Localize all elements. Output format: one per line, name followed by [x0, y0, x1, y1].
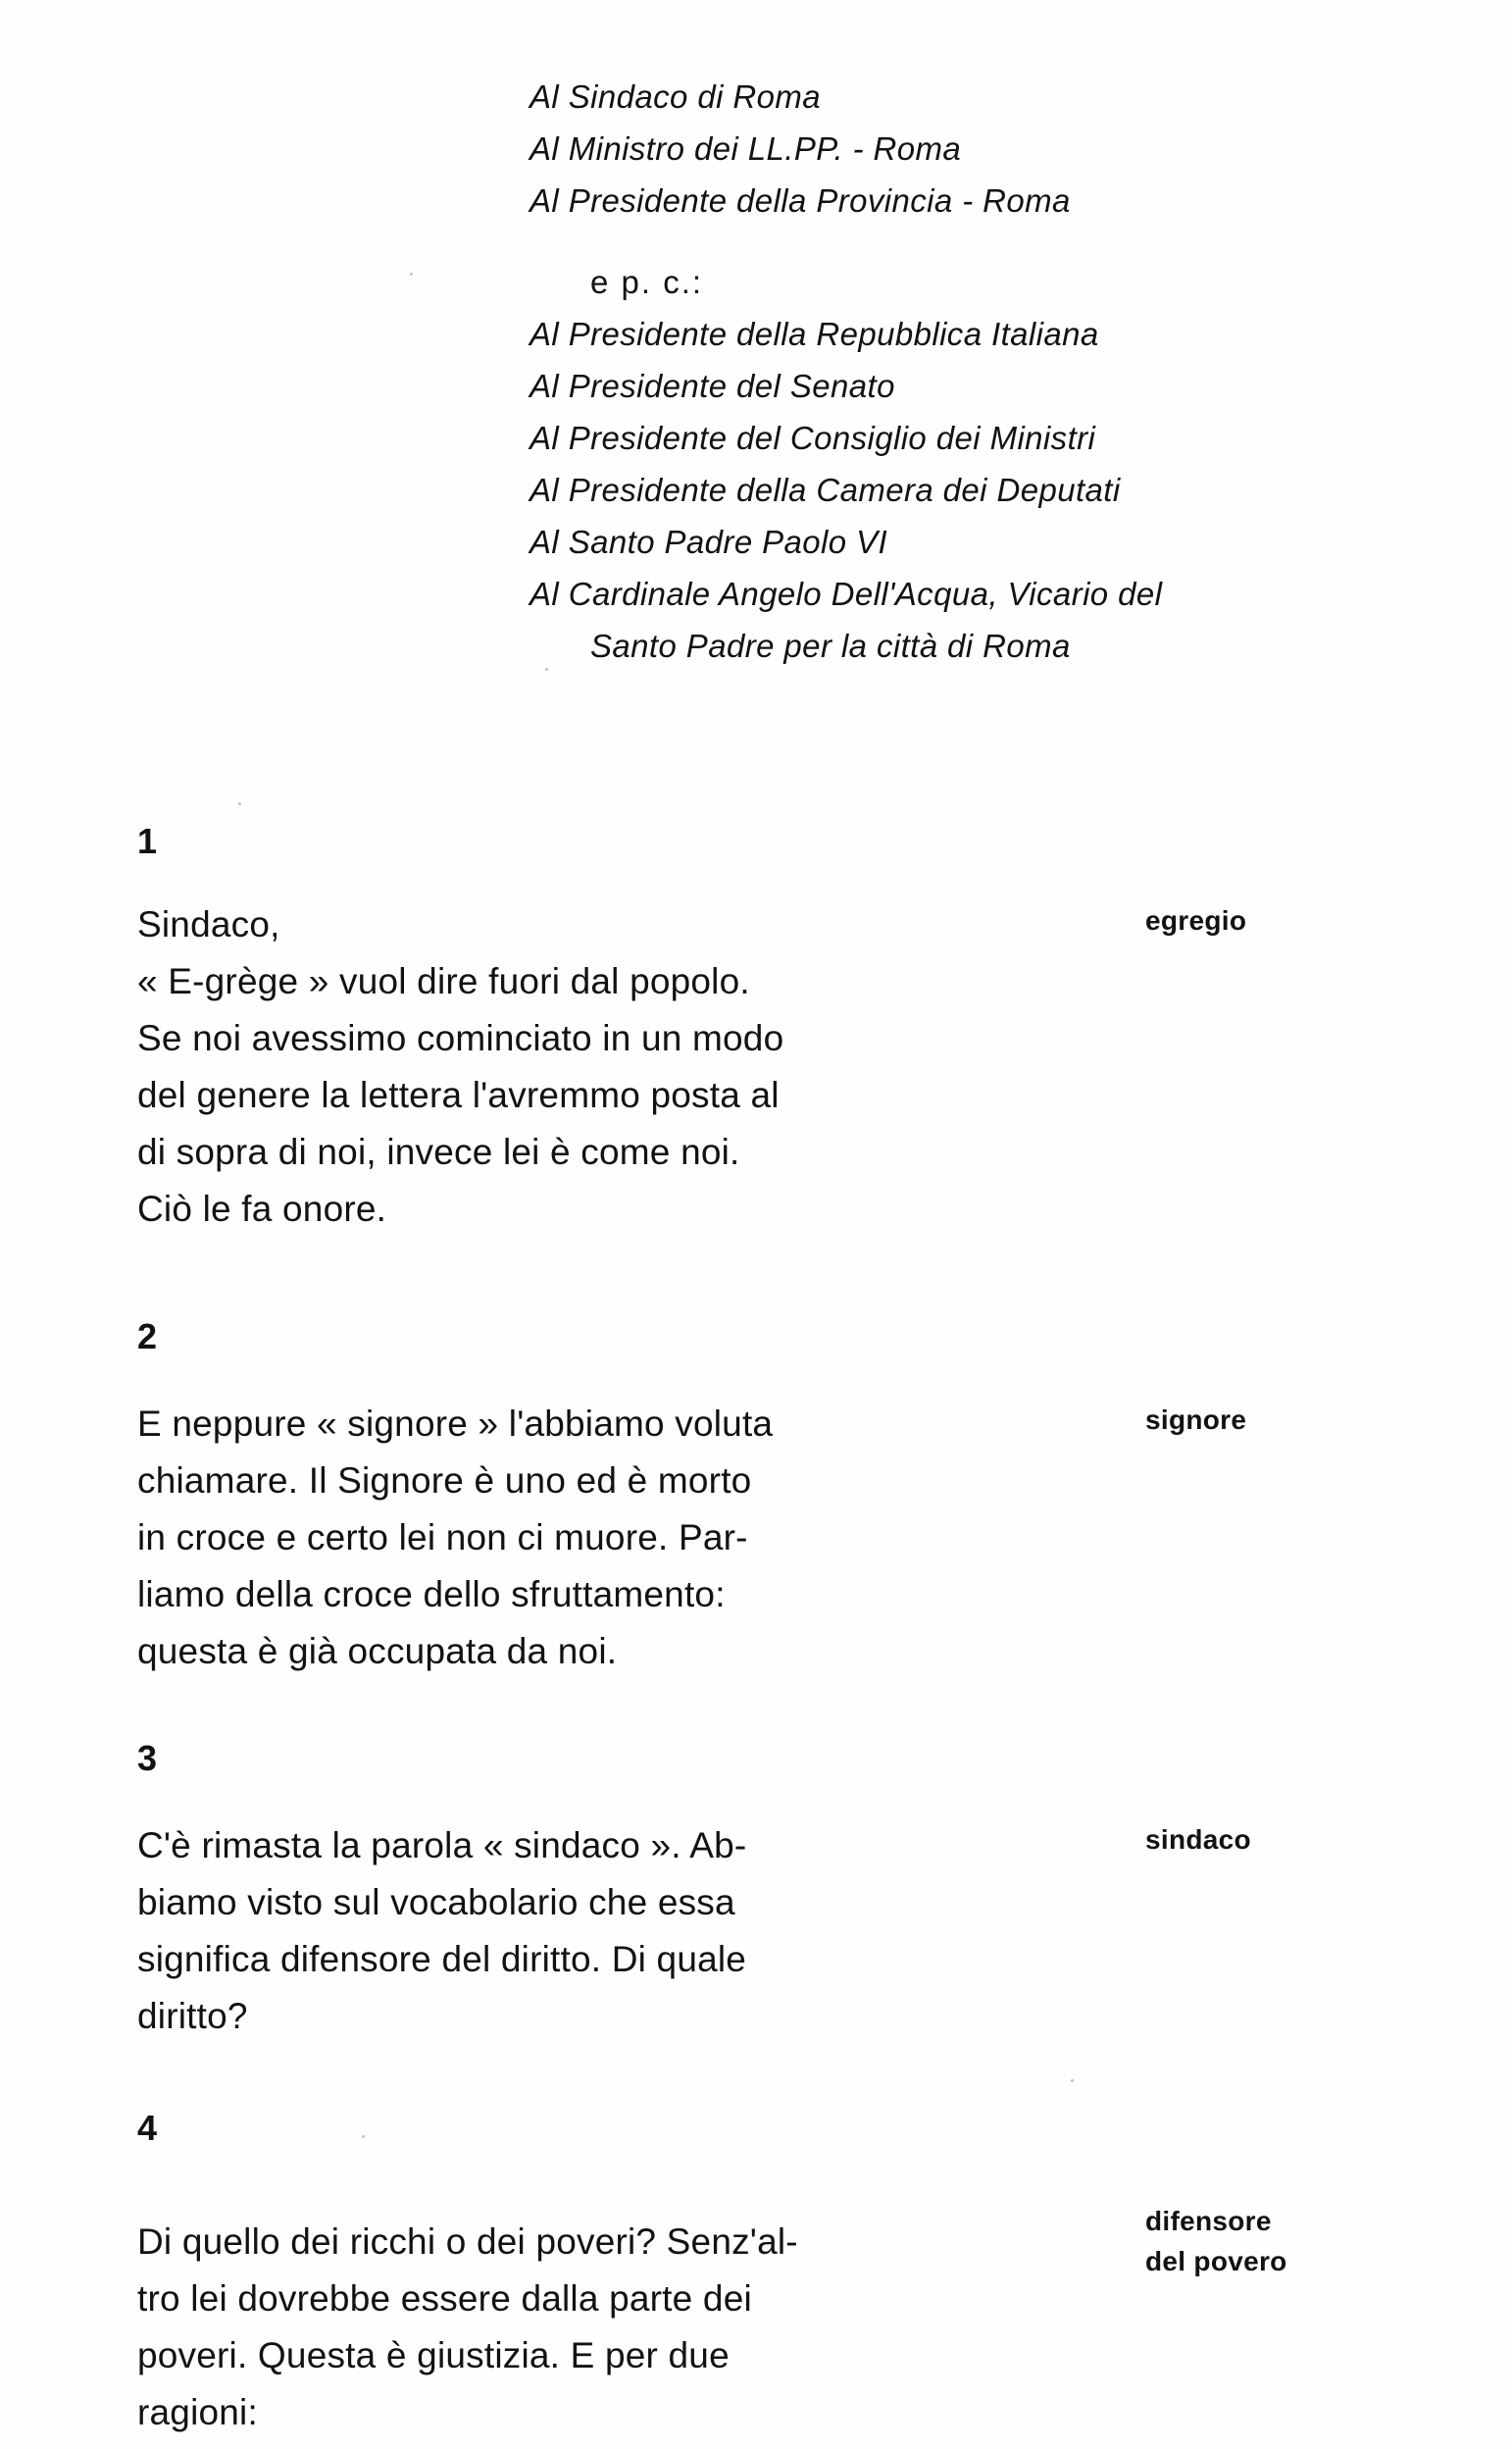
margin-note-line: del povero	[1145, 2246, 1287, 2276]
body-line: in croce e certo lei non ci muore. Par-	[137, 1517, 748, 1557]
body-line: « E-grège » vuol dire fuori dal popolo.	[137, 961, 750, 1001]
cc-recipient-line: Al Presidente della Camera dei Deputati	[529, 472, 1121, 508]
body-line: poveri. Questa è giustizia. E per due	[137, 2335, 730, 2375]
body-line: Se noi avessimo cominciato in un modo	[137, 1018, 784, 1058]
margin-note-line: signore	[1145, 1404, 1247, 1435]
body-line: del genere la lettera l'avremmo posta al	[137, 1075, 780, 1115]
body-line: di sopra di noi, invece lei è come noi.	[137, 1132, 740, 1172]
body-line: Sindaco,	[137, 904, 280, 944]
section-number: 1	[137, 821, 158, 861]
margin-note	[1145, 900, 1469, 941]
recipient-line: Al Sindaco di Roma	[529, 78, 822, 115]
margin-note-line: egregio	[1145, 905, 1247, 936]
body-line: chiamare. Il Signore è uno ed è morto	[137, 1460, 752, 1501]
cc-recipient-line: Al Santo Padre Paolo VI	[529, 524, 888, 560]
body-line: Di quello dei ricchi o dei poveri? Senz'al-	[137, 2221, 798, 2262]
section-body	[137, 2214, 1079, 2441]
section-number: 4	[137, 2108, 158, 2148]
scan-speck	[238, 802, 241, 805]
body-line: questa è già occupata da noi.	[137, 1631, 618, 1671]
body-line: E neppure « signore » l'abbiamo voluta	[137, 1403, 774, 1444]
margin-note	[1145, 2201, 1469, 2281]
body-line: biamo visto sul vocabolario che essa	[137, 1882, 735, 1922]
body-line: liamo della croce dello sfruttamento:	[137, 1574, 726, 1614]
address-block	[529, 71, 1471, 672]
body-line: C'è rimasta la parola « sindaco ». Ab-	[137, 1825, 747, 1865]
margin-note-line: sindaco	[1145, 1824, 1251, 1855]
body-line: diritto?	[137, 1996, 248, 2036]
body-line: ragioni:	[137, 2392, 258, 2432]
body-line: Ciò le fa onore.	[137, 1189, 387, 1229]
body-line: significa difensore del diritto. Di quale	[137, 1939, 747, 1979]
address-spacer	[529, 227, 1471, 256]
cc-label: e p. c.:	[590, 264, 704, 300]
section-body	[137, 1396, 1079, 1680]
scan-speck	[1071, 2079, 1074, 2082]
section-body	[137, 896, 1079, 1238]
margin-note-line: difensore	[1145, 2206, 1272, 2236]
cc-recipient-line: Al Presidente del Senato	[529, 368, 895, 404]
section-number: 2	[137, 1316, 158, 1356]
cc-recipient-line: Al Presidente della Repubblica Italiana	[529, 316, 1099, 352]
body-line: tro lei dovrebbe essere dalla parte dei	[137, 2278, 752, 2319]
section-number: 3	[137, 1738, 158, 1778]
recipient-line: Al Presidente della Provincia - Roma	[529, 182, 1071, 219]
margin-note	[1145, 1400, 1469, 1440]
cc-recipient-line: Al Presidente del Consiglio dei Ministri	[529, 420, 1096, 456]
section-body	[137, 1817, 1079, 2045]
margin-note	[1145, 1819, 1469, 1860]
cc-recipient-line: Santo Padre per la città di Roma	[590, 628, 1071, 664]
scan-speck	[362, 2135, 365, 2138]
scan-speck	[410, 273, 413, 276]
recipient-line: Al Ministro dei LL.PP. - Roma	[529, 130, 962, 167]
scan-speck	[545, 668, 548, 671]
cc-recipient-line: Al Cardinale Angelo Dell'Acqua, Vicario del	[529, 576, 1163, 612]
